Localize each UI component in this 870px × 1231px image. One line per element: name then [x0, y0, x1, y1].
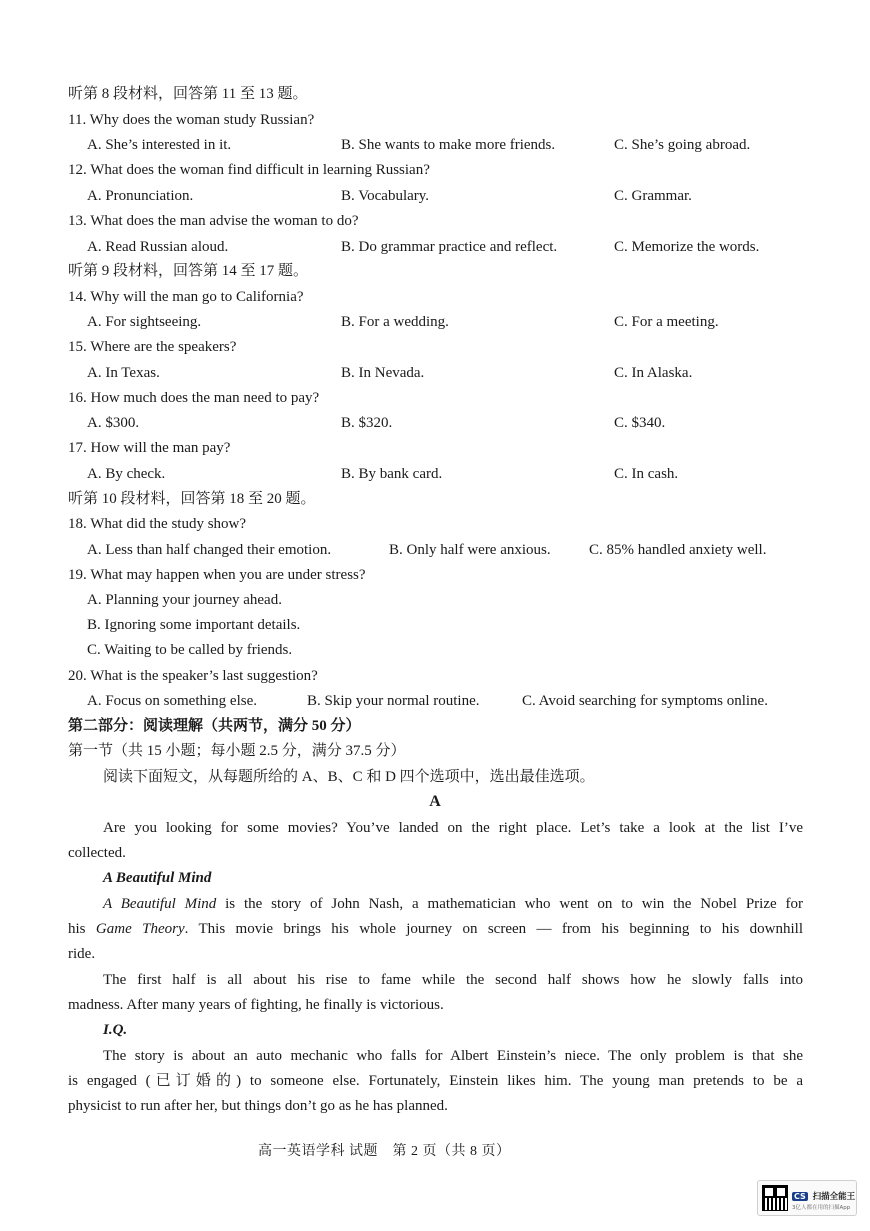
q13-option-a: A. Read Russian aloud.	[87, 239, 229, 255]
question-14: 14. Why will the man go to California?	[68, 289, 304, 305]
question-19: 19. What may happen when you are under stress?	[68, 567, 366, 583]
movie-1-para-1-line-3: ride.	[68, 946, 96, 962]
qr-code-icon	[762, 1185, 788, 1211]
question-13: 13. What does the man advise the woman to do?	[68, 213, 359, 229]
badge-title: 扫描全能王	[812, 1192, 856, 1202]
section-8-heading: 听第 8 段材料，回答第 11 至 13 题。	[68, 86, 308, 102]
q12-option-a: A. Pronunciation.	[87, 188, 194, 204]
q15-option-b: B. In Nevada.	[341, 365, 425, 381]
movie-1-para-2-line-1: The first half is all about his rise to fame while the second half shows how he slowly falls into	[103, 972, 803, 988]
movie-2-title: I.Q.	[103, 1022, 128, 1038]
question-20: 20. What is the speaker’s last suggestion?	[68, 668, 318, 684]
page-footer: 高一英语学科 试题 第 2 页（共 8 页）	[258, 1144, 511, 1159]
movie-2-line-2: is engaged (已订婚的) to someone else. Fortunately, Einstein likes him. The young man pretends to be a	[68, 1073, 803, 1089]
movie-1-l2-rest: . This movie brings his whole journey on screen — from his beginning to his downhill	[184, 921, 804, 937]
movie-1-para-1-line-2	[68, 919, 803, 939]
q17-option-a: A. By check.	[87, 466, 166, 482]
q20-option-a: A. Focus on something else.	[87, 693, 257, 709]
q20-option-b: B. Skip your normal routine.	[307, 693, 480, 709]
q13-option-c: C. Memorize the words.	[614, 239, 760, 255]
question-17: 17. How will the man pay?	[68, 440, 231, 456]
q12-option-c: C. Grammar.	[614, 188, 692, 204]
movie-1-title: A Beautiful Mind	[103, 870, 212, 886]
question-12: 12. What does the woman find difficult in learning Russian?	[68, 162, 430, 178]
q14-option-b: B. For a wedding.	[341, 314, 449, 330]
q20-option-c: C. Avoid searching for symptoms online.	[522, 693, 768, 709]
q18-option-c: C. 85% handled anxiety well.	[589, 542, 767, 558]
passage-letter: A	[429, 793, 441, 810]
intro-line-2: collected.	[68, 845, 126, 861]
section-10-heading: 听第 10 段材料，回答第 18 至 20 题。	[68, 491, 316, 507]
section-one-heading: 第一节（共 15 小题；每小题 2.5 分，满分 37.5 分）	[68, 743, 406, 759]
q17-option-c: C. In cash.	[614, 466, 679, 482]
movie-1-l2-pre: his	[68, 921, 96, 937]
q18-option-b: B. Only half were anxious.	[389, 542, 551, 558]
q19-option-c: C. Waiting to be called by friends.	[87, 642, 293, 658]
movie-2-line-1: The story is about an auto mechanic who falls for Albert Einstein’s niece. The only problem is that she	[103, 1048, 803, 1064]
q11-option-b: B. She wants to make more friends.	[341, 137, 556, 153]
question-15: 15. Where are the speakers?	[68, 339, 237, 355]
q19-option-b: B. Ignoring some important details.	[87, 617, 301, 633]
q17-option-b: B. By bank card.	[341, 466, 443, 482]
part-two-heading: 第二部分：阅读理解（共两节，满分 50 分）	[68, 718, 361, 734]
q14-option-c: C. For a meeting.	[614, 314, 719, 330]
q15-option-c: C. In Alaska.	[614, 365, 693, 381]
movie-2-line-3: physicist to run after her, but things don’t go as he has planned.	[68, 1098, 448, 1114]
badge-subtitle: 3亿人都在用的扫描App	[792, 1205, 851, 1211]
q12-option-b: B. Vocabulary.	[341, 188, 430, 204]
question-18: 18. What did the study show?	[68, 516, 247, 532]
intro-line-1: Are you looking for some movies? You’ve landed on the right place. Let’s take a look at the list I’ve	[103, 820, 803, 836]
badge-text-block	[792, 1185, 855, 1211]
question-11: 11. Why does the woman study Russian?	[68, 112, 315, 128]
q19-option-a: A. Planning your journey ahead.	[87, 592, 282, 608]
q11-option-a: A. She’s interested in it.	[87, 137, 232, 153]
section-9-heading: 听第 9 段材料，回答第 14 至 17 题。	[68, 263, 309, 279]
question-16: 16. How much does the man need to pay?	[68, 390, 320, 406]
movie-1-para-1-text: is the story of John Nash, a mathematician who went on to win the Nobel Prize for	[216, 896, 803, 912]
movie-1-para-1-line-1	[103, 894, 803, 914]
q13-option-b: B. Do grammar practice and reflect.	[341, 239, 558, 255]
movie-1-para-2-line-2: madness. After many years of fighting, he finally is victorious.	[68, 997, 444, 1013]
q11-option-c: C. She’s going abroad.	[614, 137, 751, 153]
q14-option-a: A. For sightseeing.	[87, 314, 202, 330]
movie-1-inline-title: A Beautiful Mind	[103, 896, 217, 912]
game-theory-italic: Game Theory	[95, 921, 185, 937]
camscanner-badge	[757, 1180, 857, 1216]
camscanner-logo: CS	[794, 1192, 806, 1201]
reading-instruction: 阅读下面短文，从每题所给的 A、B、C 和 D 四个选项中，选出最佳选项。	[103, 769, 595, 785]
q16-option-b: B. $320.	[341, 415, 393, 431]
q18-option-a: A. Less than half changed their emotion.	[87, 542, 332, 558]
q16-option-a: A. $300.	[87, 415, 140, 431]
q16-option-c: C. $340.	[614, 415, 666, 431]
q15-option-a: A. In Texas.	[87, 365, 160, 381]
